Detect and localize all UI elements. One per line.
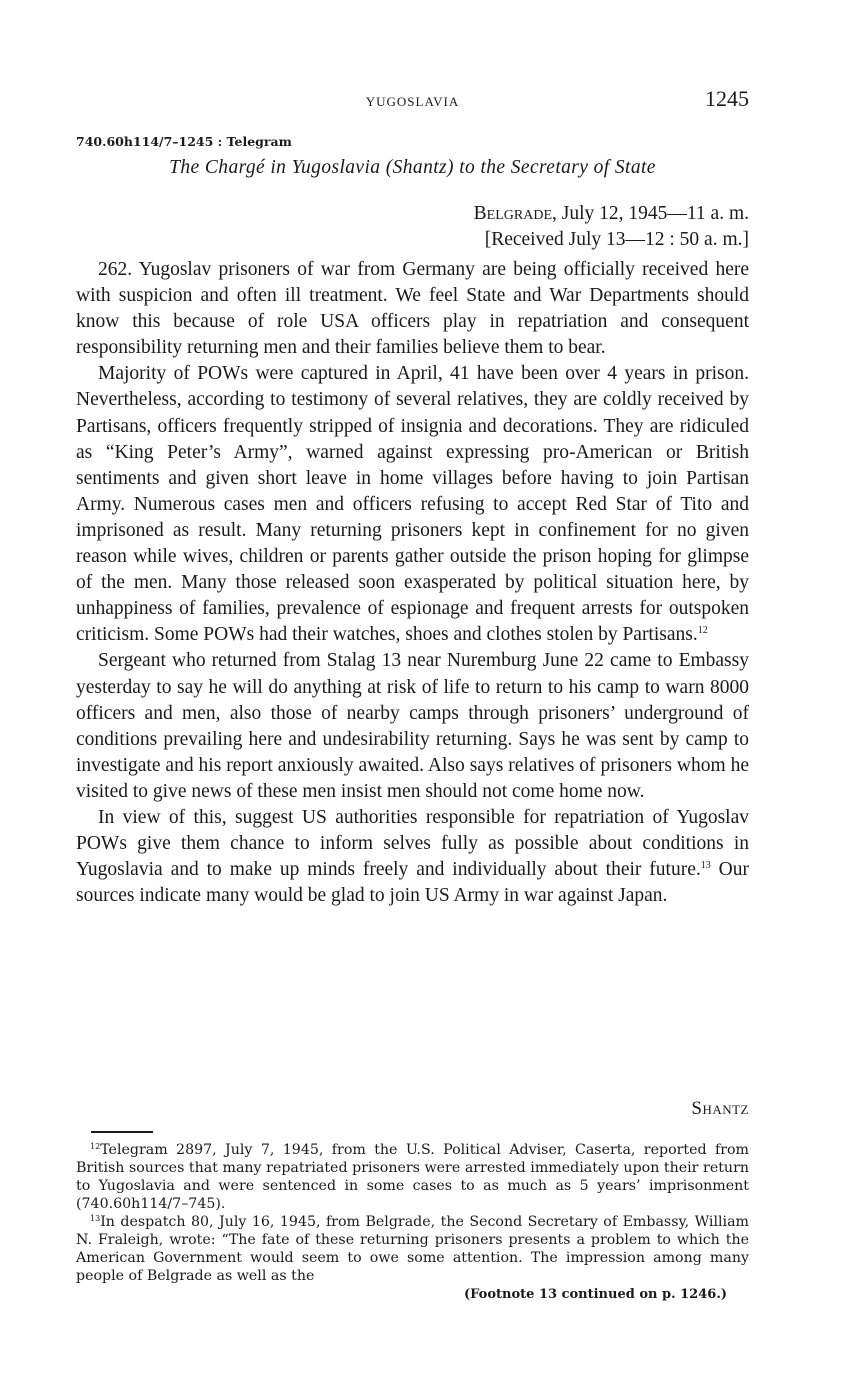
paragraph-text-continued: Our sources indicate many would be glad to join US Army in war against Japan. [76,859,749,907]
footnote-divider [91,1131,153,1133]
signature: Shantz [691,1098,749,1119]
paragraph [76,361,749,648]
telegram-body [76,257,749,909]
paragraph [76,805,749,909]
dateline [474,201,749,253]
paragraph-text: Majority of POWs were captured in April, 41 have been over 4 years in prison. Nevertheless, according to testimony of several relatives, they are coldly received by Partisans, officers frequently stripped of insignia and decorations. They are ridiculed as “King Peter’s Army”, warned against expressing pro-American or British sentiments and given short leave in home villages before having to join Partisan Army. Numerous cases men and officers refusing to accept Red Star of Tito and imprisoned as result. Many returning prisoners kept in confinement for no given reason while wives, children or parents gather outside the prison hoping for glimpse of the men. Many those released soon exasperated by political situation here, by unhappiness of families, prevalence of espionage and frequent arrests for outspoken criticism. Some POWs had their watches, shoes and clothes stolen by Partisans. [76,363,749,646]
footnote-ref[interactable]: 13 [700,860,711,872]
footnote [76,1213,749,1285]
page-number: 1245 [705,86,749,111]
dateline-received: [Received July 13—12 : 50 a. m.] [484,229,749,250]
page-header [76,86,749,116]
dateline-place: Belgrade, [473,203,557,224]
footnote-continued: (Footnote 13 continued on p. 1246.) [464,1287,727,1302]
file-number: 740.60h114/7–1245 : Telegram [76,134,292,149]
dateline-sent [474,201,749,227]
footnote-text: In despatch 80, July 16, 1945, from Belgrade, the Second Secretary of Embassy, William N. Fraleigh, wrote: “The fate of these returning prisoners presents a problem to which the American Government would seem to owe some attention. The impression among many people of Belgrade as well as the [76,1214,749,1284]
paragraph-text: Sergeant who returned from Stalag 13 near Nuremburg June 22 came to Embassy yesterday to say he will do anything at risk of life to return to his camp to warn 8000 officers and men, also those of nearby camps through prisoners’ underground of conditions prevailing here and undesirability returning. Says he was sent by camp to investigate and his report anxiously awaited. Also says relatives of prisoners whom he visited to give news of these men insist men should not come home now. [76,650,749,802]
paragraph [76,648,749,805]
document-title: The Chargé in Yugoslavia (Shantz) to the Secretary of State [169,157,656,178]
footnote-mark: 12 [90,1142,101,1151]
paragraph-text: 262. Yugoslav prisoners of war from Germany are being officially received here with suspicion and often ill treatment. We feel State and War Departments should know this because of role USA officers play in repatriation and consequent responsibility returning men and their families believe them to bear. [76,259,749,359]
footnote [76,1141,749,1213]
footnotes [76,1141,749,1285]
footnote-mark: 13 [90,1214,101,1223]
running-head: YUGOSLAVIA [365,94,460,109]
dateline-date: July 12, 1945—11 a. m. [561,203,749,224]
paragraph-text: In view of this, suggest US authorities responsible for repatriation of Yugoslav POWs give them chance to inform selves fully as possible about conditions in Yugoslavia and to make up minds freely and individually about their future. [76,806,749,881]
footnote-text: Telegram 2897, July 7, 1945, from the U.S. Political Adviser, Caserta, reported from British sources that many repatriated prisoners were arrested immediately upon their return to Yugoslavia and were sentenced in some cases to as much as 5 years’ imprisonment (740.60h114/7–745). [76,1142,749,1212]
paragraph [76,257,749,361]
footnote-ref[interactable]: 12 [697,625,708,637]
